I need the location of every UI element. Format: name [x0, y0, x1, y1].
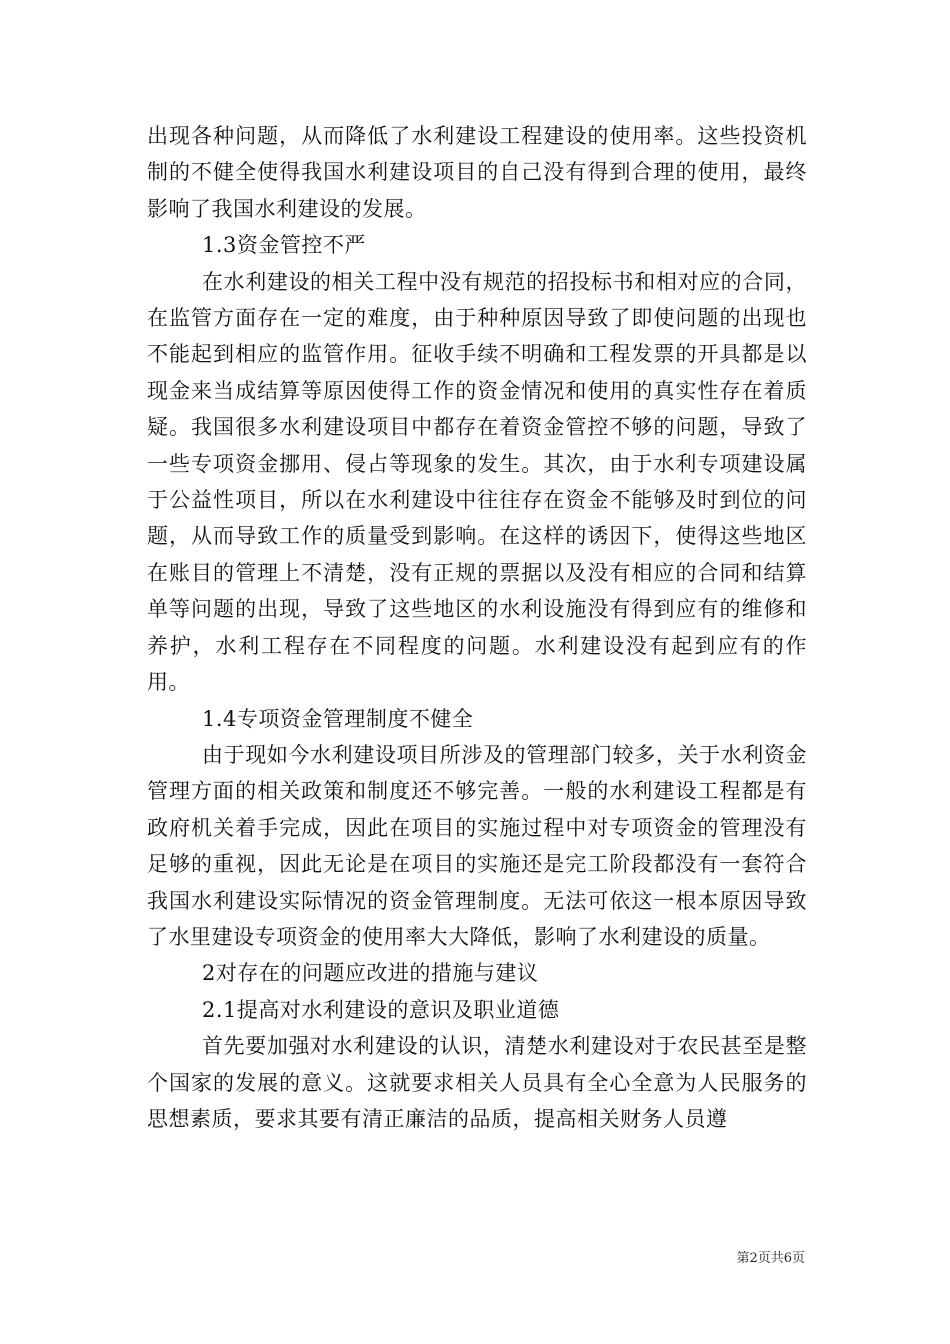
paragraph-awareness: 首先要加强对水利建设的认识，清楚水利建设对于农民甚至是整个国家的发展的意义。这就要求相关人员具有全心全意为人民服务的思想素质，要求其要有清正廉洁的品质，提高相关财务人员遵 [147, 1034, 807, 1131]
section-heading-2: 2对存在的问题应改进的措施与建议 [202, 961, 539, 986]
section-heading-1-4: 1.4专项资金管理制度不健全 [202, 706, 474, 731]
section-heading-2-1: 2.1提高对水利建设的意识及职业道德 [202, 997, 560, 1022]
section-heading-1-3: 1.3资金管控不严 [202, 233, 366, 258]
document-body [147, 118, 807, 1137]
page-number-footer: 第2页共6页 [736, 1251, 805, 1266]
paragraph-funding-control: 在水利建设的相关工程中没有规范的招投标书和相对应的合同，在监管方面存在一定的难度，由于种种原因导致了即使问题的出现也不能起到相应的监管作用。征收手续不明确和工程发票的开具都是以现金来当成结算等原因使得工作的资金情况和使用的真实性存在着质疑。我国很多水利建设项目中都存在着资金管控不够的问题，导致了一些专项资金挪用、侵占等现象的发生。其次，由于水利专项建设属于公益性项目，所以在水利建设中往往存在资金不能够及时到位的问题，从而导致工作的质量受到影响。在这样的诱因下，使得这些地区在账目的管理上不清楚，没有正规的票据以及没有相应的合同和结算单等问题的出现，导致了这些地区的水利设施没有得到应有的维修和养护，水利工程存在不同程度的问题。水利建设没有起到应有的作用。 [147, 269, 807, 695]
paragraph-continuation: 出现各种问题，从而降低了水利建设工程建设的使用率。这些投资机制的不健全使得我国水利建设项目的自己没有得到合理的使用，最终影响了我国水利建设的发展。 [147, 124, 807, 221]
paragraph-management-system: 由于现如今水利建设项目所涉及的管理部门较多，关于水利资金管理方面的相关政策和制度还不够完善。一般的水利建设工程都是有政府机关着手完成，因此在项目的实施过程中对专项资金的管理没有足够的重视，因此无论是在项目的实施还是完工阶段都没有一套符合我国水利建设实际情况的资金管理制度。无法可依这一根本原因导致了水里建设专项资金的使用率大大降低，影响了水利建设的质量。 [147, 742, 807, 949]
